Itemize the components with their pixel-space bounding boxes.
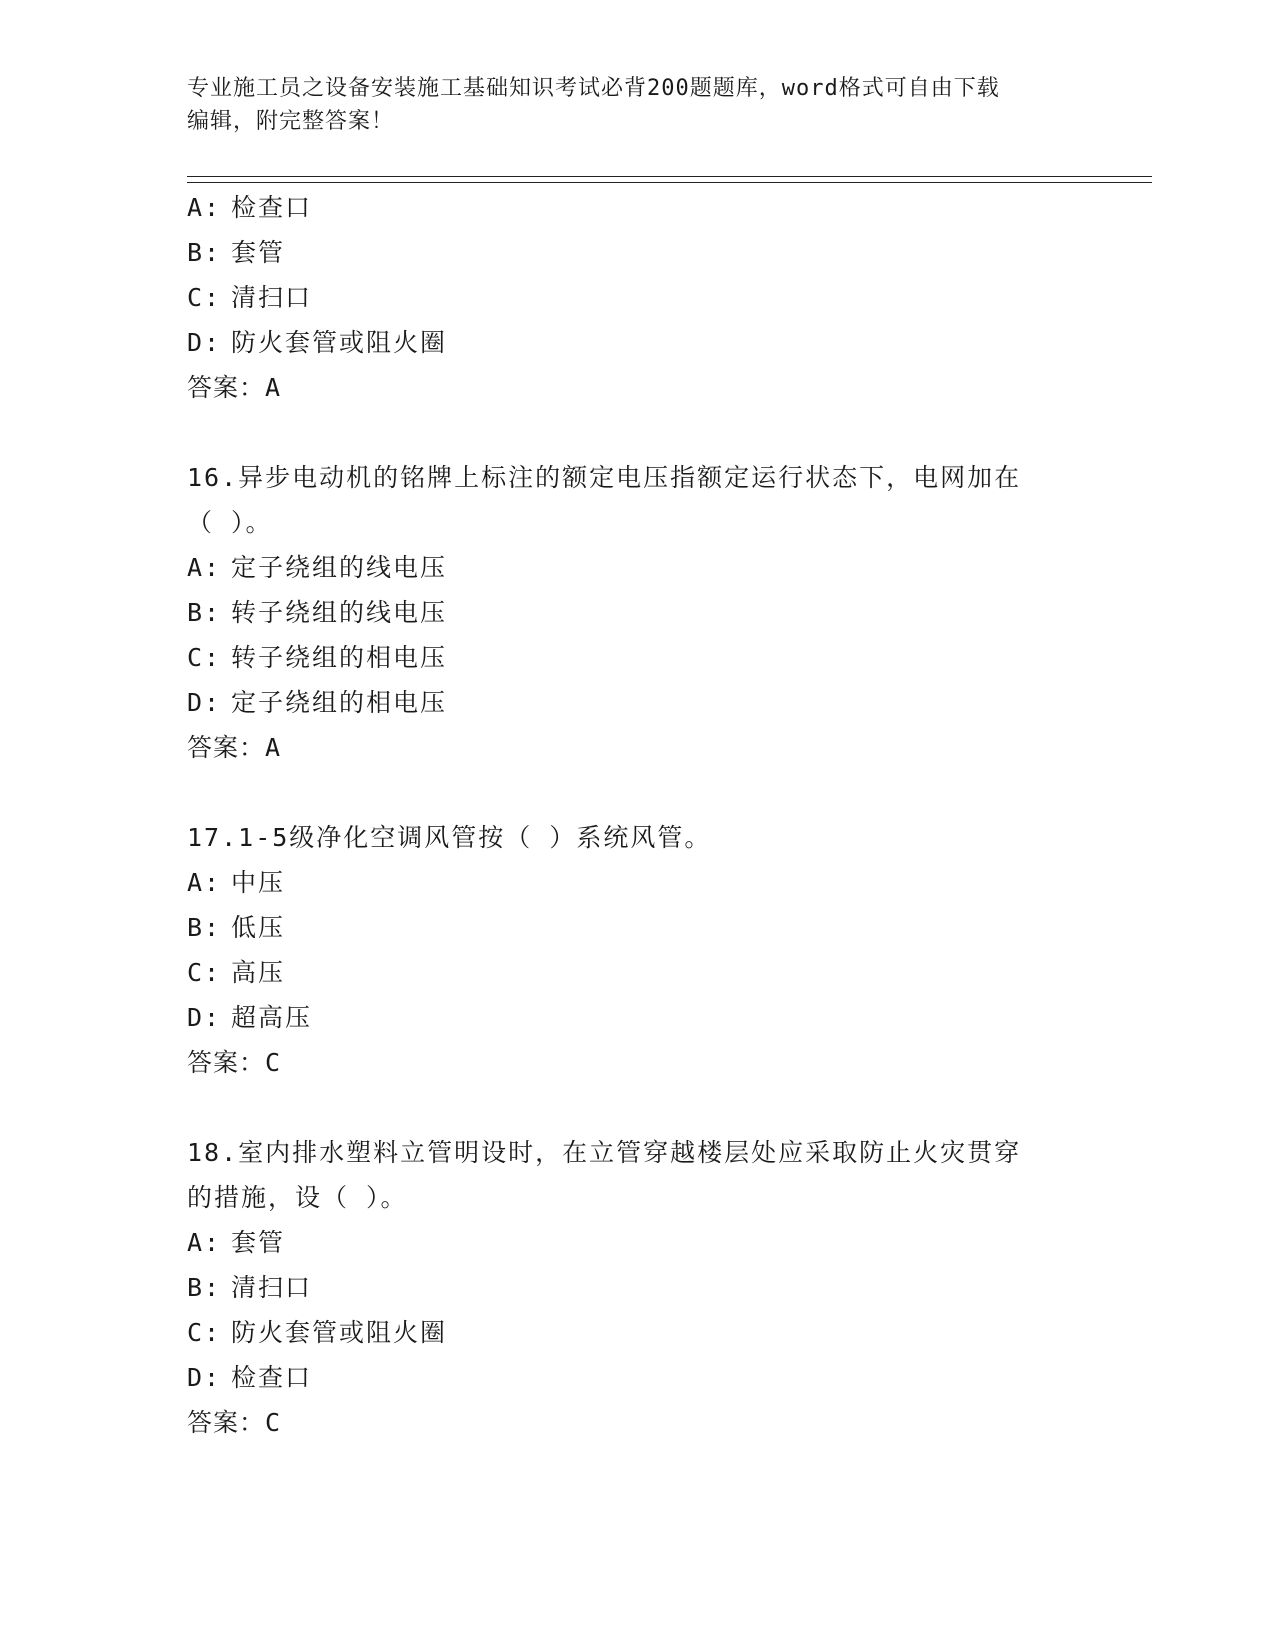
header-divider-bottom: [187, 182, 1152, 183]
q15-option-d: D: 防火套管或阻火圈: [187, 328, 448, 357]
header-divider-top: [187, 176, 1152, 177]
header-line-1: 专业施工员之设备安装施工基础知识考试必背200题题库，word格式可自由下载: [187, 76, 1000, 101]
header-line-2: 编辑，附完整答案！: [187, 109, 395, 134]
q18-stem-line-1: 18.室内排水塑料立管明设时，在立管穿越楼层处应采取防止火灾贯穿: [187, 1138, 1022, 1167]
q16-option-c: C: 转子绕组的相电压: [187, 643, 448, 672]
q17-option-a: A: 中压: [187, 868, 286, 897]
q18-option-b: B: 清扫口: [187, 1273, 313, 1302]
q17-option-b: B: 低压: [187, 913, 286, 942]
q16-option-d: D: 定子绕组的相电压: [187, 688, 448, 717]
q18-stem-line-2: 的措施，设（ ）。: [187, 1183, 408, 1212]
q18-option-a: A: 套管: [187, 1228, 286, 1257]
q15-answer: 答案：A: [187, 373, 282, 402]
q17-answer: 答案：C: [187, 1048, 282, 1077]
q17-option-d: D: 超高压: [187, 1003, 313, 1032]
q18-answer: 答案：C: [187, 1408, 282, 1437]
q15-option-a: A: 检查口: [187, 193, 313, 222]
q16-stem-line-1: 16.异步电动机的铭牌上标注的额定电压指额定运行状态下，电网加在: [187, 463, 1022, 492]
q16-stem-line-2: （ ）。: [187, 508, 273, 537]
q18-option-d: D: 检查口: [187, 1363, 313, 1392]
q16-answer: 答案：A: [187, 733, 282, 762]
q18-option-c: C: 防火套管或阻火圈: [187, 1318, 448, 1347]
q17-option-c: C: 高压: [187, 958, 286, 987]
document-header: [187, 72, 1087, 138]
q15-option-c: C: 清扫口: [187, 283, 313, 312]
q16-option-b: B: 转子绕组的线电压: [187, 598, 448, 627]
q16-option-a: A: 定子绕组的线电压: [187, 553, 448, 582]
q15-option-b: B: 套管: [187, 238, 286, 267]
q17-stem-line-1: 17.1-5级净化空调风管按（ ）系统风管。: [187, 823, 712, 852]
